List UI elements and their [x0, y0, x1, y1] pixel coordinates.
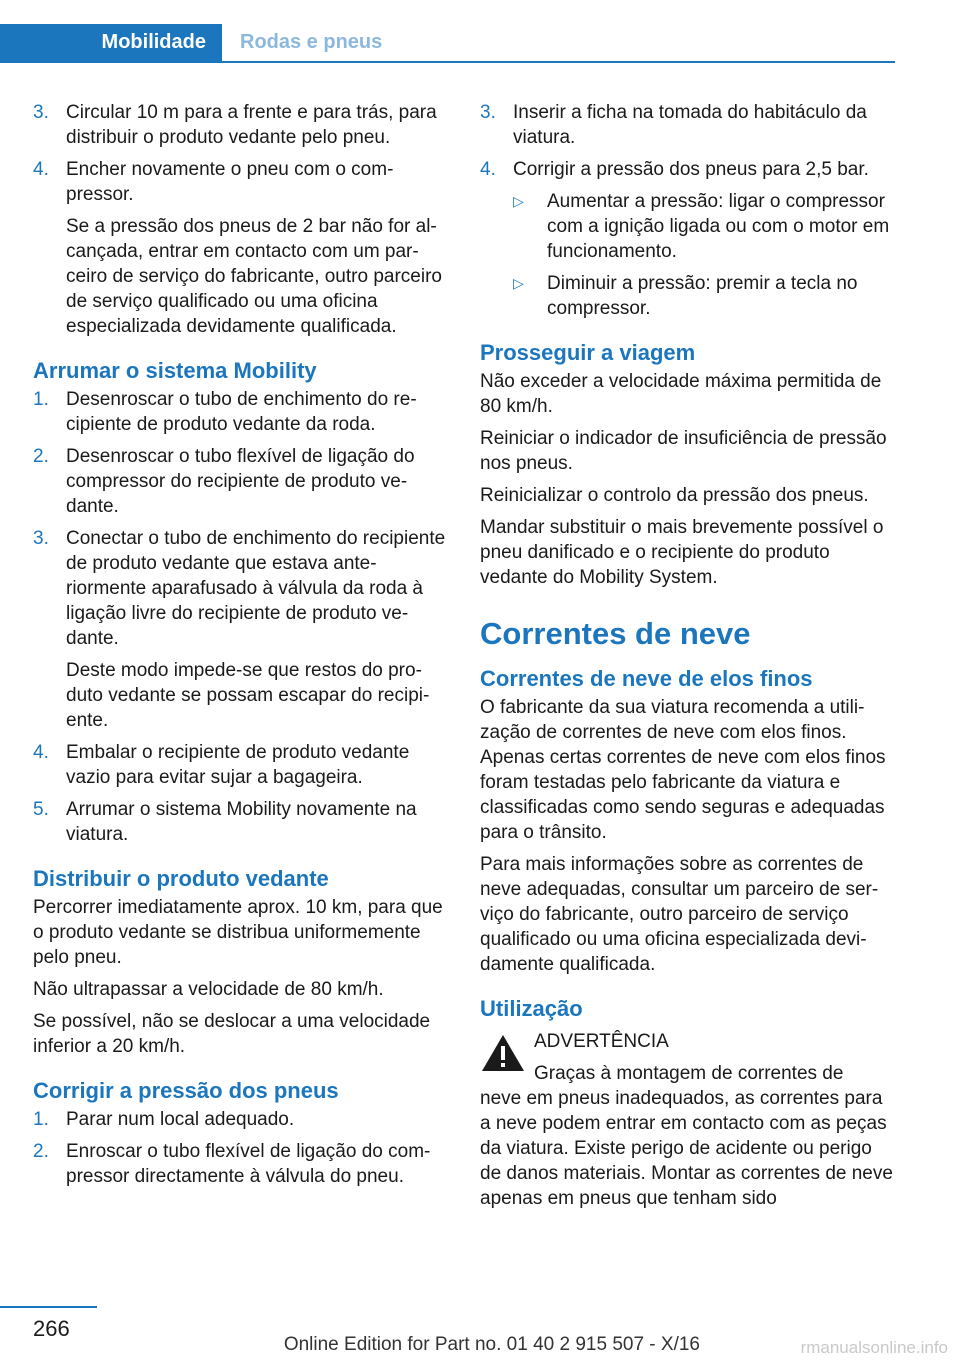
list-item: [33, 526, 448, 651]
paragraph: Não exceder a velocidade máxima permitida de 80 km/h.: [480, 371, 882, 417]
heading-store-mobility: Arrumar o sistema Mobility: [33, 358, 317, 383]
right-column: [480, 100, 897, 1211]
bullet-triangle-icon: ▷: [513, 193, 524, 209]
list-item: [33, 100, 448, 150]
step-text: Arrumar o sistema Mobility novamente na viatura.: [66, 799, 417, 845]
step-text: Desenroscar o tubo de enchimento do recipiente de produto vedante da roda.: [66, 389, 417, 435]
bullet-text: Diminuir a pressão: premir a tecla no compressor.: [547, 273, 858, 319]
left-column: [33, 100, 448, 1196]
warning-header: [480, 1029, 897, 1086]
list-item: [33, 740, 448, 790]
step-number: 3.: [33, 528, 49, 549]
list-item: [480, 100, 897, 150]
step-number: 5.: [33, 799, 49, 820]
step-text: Encher novamente o pneu com o compressor.: [66, 159, 394, 205]
list-item: [33, 1107, 448, 1132]
step-text: Corrigir a pressão dos pneus para 2,5 bar.: [513, 159, 869, 180]
paragraph: Para mais informações sobre as correntes de neve adequadas, consultar um parceiro de serviço do fabricante, outro parceiro de serviço qualificado ou uma oficina especializada devidamente qualificada.: [480, 854, 879, 975]
section-tab-mobilidade: Mobilidade: [0, 24, 222, 61]
heading-distribute-sealant: Distribuir o produto vedante: [33, 866, 329, 891]
bullet-item: [480, 271, 897, 321]
bullet-item: [480, 189, 897, 264]
paragraph: Percorrer imediatamente aprox. 10 km, para que o produto vedante se distribua uniformemente pelo pneu.: [33, 897, 443, 968]
warning-text: neve em pneus inadequados, as correntes para a neve podem entrar em contacto com as peças da viatura. Existe perigo de acidente ou perigo de danos materiais. Montar as correntes de neve apenas em pneus que tenham sido: [480, 1088, 893, 1209]
step-text: Inserir a ficha na tomada do habitáculo da viatura.: [513, 102, 867, 148]
step-number: 4.: [33, 159, 49, 180]
step-continuation: Deste modo impede-se que restos do produto vedante se possam escapar do recipiente.: [66, 660, 430, 731]
heading-correct-pressure: Corrigir a pressão dos pneus: [33, 1078, 339, 1103]
paragraph: Reiniciar o indicador de insuficiência de pressão nos pneus.: [480, 428, 887, 474]
list-item: [33, 157, 448, 207]
bullet-text: Aumentar a pressão: ligar o compressor com a ignição ligada ou com o motor em funcionamento.: [547, 191, 890, 262]
step-number: 1.: [33, 1109, 49, 1130]
step-number: 3.: [33, 102, 49, 123]
list-item: [33, 797, 448, 847]
paragraph: Mandar substituir o mais brevemente possível o pneu danificado e o recipiente do produto vedante do Mobility System.: [480, 517, 884, 588]
bullet-triangle-icon: ▷: [513, 275, 524, 291]
footer-rule: [0, 1306, 97, 1308]
heading-fine-link-chains: Correntes de neve de elos finos: [480, 666, 813, 691]
step-number: 2.: [33, 1141, 49, 1162]
step-continuation: Se a pressão dos pneus de 2 bar não for alcançada, entrar em contacto com um parceiro de serviço do fabricante, outro parceiro de serviço qualificado ou uma oficina especializada devidamente qualificada.: [66, 216, 442, 337]
warning-triangle-icon: [480, 1033, 526, 1073]
header-rule: [0, 61, 895, 63]
list-item: [33, 444, 448, 519]
paragraph: Não ultrapassar a velocidade de 80 km/h.: [33, 979, 384, 1000]
step-text: Desenroscar o tubo flexível de ligação do compressor do recipiente de produto vedante.: [66, 446, 415, 517]
page-number: 266: [33, 1316, 70, 1341]
list-item: [480, 157, 897, 182]
warning-block: [480, 1029, 897, 1211]
list-item: [33, 1139, 448, 1189]
paragraph: Se possível, não se deslocar a uma velocidade inferior a 20 km/h.: [33, 1011, 431, 1057]
step-number: 4.: [480, 159, 496, 180]
step-text: Embalar o recipiente de produto vedante vazio para evitar sujar a bagageira.: [66, 742, 410, 788]
step-number: 2.: [33, 446, 49, 467]
warning-title: ADVERTÊNCIA: [534, 1031, 669, 1052]
heading-continue-journey: Prosseguir a viagem: [480, 340, 696, 365]
paragraph: Reinicializar o controlo da pressão dos pneus.: [480, 485, 869, 506]
step-text: Enroscar o tubo flexível de ligação do compressor directamente à válvula do pneu.: [66, 1141, 431, 1187]
step-text: Conectar o tubo de enchimento do recipiente de produto vedante que estava anteriormente aparafusado à válvula da roda à ligação livre do recipiente de produto vedante.: [66, 528, 446, 649]
watermark: rmanualsonline.info: [800, 1338, 948, 1357]
paragraph: O fabricante da sua viatura recomenda a utilização de correntes de neve com elos finos. Apenas certas correntes de neve com elos finos foram testadas pelo fabricante da viatura e classificadas como sendo seguras e adequadas para o trânsito.: [480, 697, 886, 843]
step-number: 4.: [33, 742, 49, 763]
warning-first-line: Graças à montagem de correntes de: [534, 1063, 844, 1084]
list-item: [33, 387, 448, 437]
step-number: 1.: [33, 389, 49, 410]
heading-use: Utilização: [480, 996, 583, 1021]
step-text: Parar num local adequado.: [66, 1109, 295, 1130]
step-number: 3.: [480, 102, 496, 123]
edition-text: Online Edition for Part no. 01 40 2 915 507 - X/16: [283, 1334, 700, 1355]
step-text: Circular 10 m para a frente e para trás, para distribuir o produto vedante pelo pneu.: [66, 102, 437, 148]
page-header: [0, 0, 960, 66]
heading-snow-chains: Correntes de neve: [480, 616, 751, 651]
section-tab-rodas-e-pneus: Rodas e pneus: [240, 31, 383, 53]
